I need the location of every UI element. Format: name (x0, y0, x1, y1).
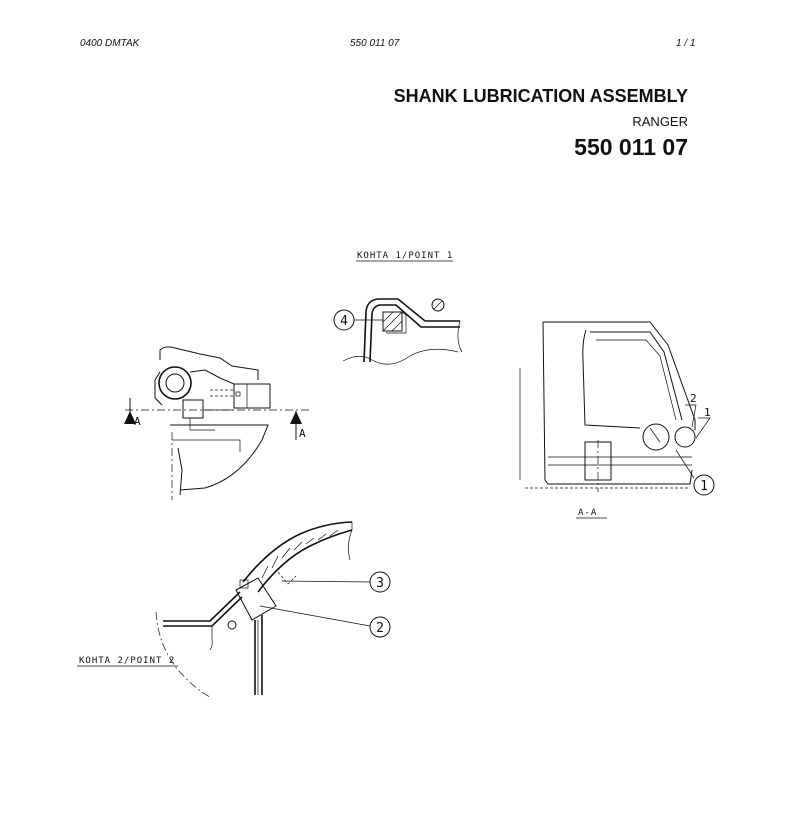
seal-backing (386, 312, 406, 333)
housing-top (160, 347, 258, 380)
plate-vertical (255, 615, 262, 695)
section-a-a-view (520, 322, 714, 518)
hidden-bore (210, 390, 234, 396)
break-line-right (458, 321, 462, 352)
point-2-label: KOHTA 2/POINT 2 (79, 656, 176, 666)
break-line-lower (343, 349, 458, 364)
bolt-slot (434, 301, 442, 309)
hose-guard-hatch (262, 530, 338, 578)
plate-outer (364, 299, 460, 362)
section-base-lines (548, 457, 692, 465)
hose-guard-break (348, 522, 352, 560)
pivot-inner (166, 374, 184, 392)
section-marker-left: A (134, 415, 141, 428)
callout-1-leader (676, 450, 694, 478)
linkage-arm (190, 370, 234, 384)
header-page-number: 1 / 1 (676, 38, 696, 49)
header-part-number: 550 011 07 (350, 38, 400, 49)
hose-guard-outer (243, 522, 352, 582)
callout-3-leader (282, 581, 370, 582)
section-window-left (583, 330, 640, 428)
callout-2: 2 (376, 621, 384, 636)
seal-hatch (383, 312, 402, 331)
section-outline-top (543, 322, 695, 430)
section-outline-left (543, 322, 692, 484)
hose-guard-inner (258, 530, 352, 592)
nipple (236, 392, 240, 396)
fitting-hidden (278, 572, 296, 584)
shank-step (172, 440, 240, 452)
detail-leader-1 (696, 418, 710, 438)
callout-2-leader (260, 606, 370, 626)
lube-block-inner (247, 384, 270, 408)
model-name: RANGER (632, 114, 688, 129)
callout-1: 1 (700, 479, 708, 494)
point-1-label: KOHTA 1/POINT 1 (357, 251, 454, 261)
document-title: SHANK LUBRICATION ASSEMBLY (393, 86, 688, 106)
pivot-outer (159, 367, 191, 399)
fitting-hole (228, 621, 236, 629)
detail-marker-1: 1 (704, 406, 711, 419)
callout-3: 3 (376, 576, 384, 591)
side-view (124, 347, 310, 500)
shank-body (170, 425, 268, 490)
detail-marker-2: 2 (690, 392, 697, 405)
bracket-lines (190, 410, 234, 430)
section-view-label: A-A (578, 508, 598, 518)
point-2-boundary (156, 612, 210, 697)
detail-point-2 (77, 522, 390, 697)
section-marker-right: A (299, 427, 306, 440)
header-doc-code: 0400 DMTAK (80, 38, 140, 49)
fitting-body (236, 578, 276, 620)
callout-4: 4 (340, 314, 348, 329)
plate-break (210, 626, 212, 650)
detail-circle-1 (675, 427, 695, 447)
bracket (183, 400, 203, 418)
document-number: 550 011 07 (574, 134, 688, 160)
shank-left-edge (178, 448, 182, 495)
detail-point-1 (334, 251, 462, 364)
detail-arrow-2 (650, 428, 660, 442)
